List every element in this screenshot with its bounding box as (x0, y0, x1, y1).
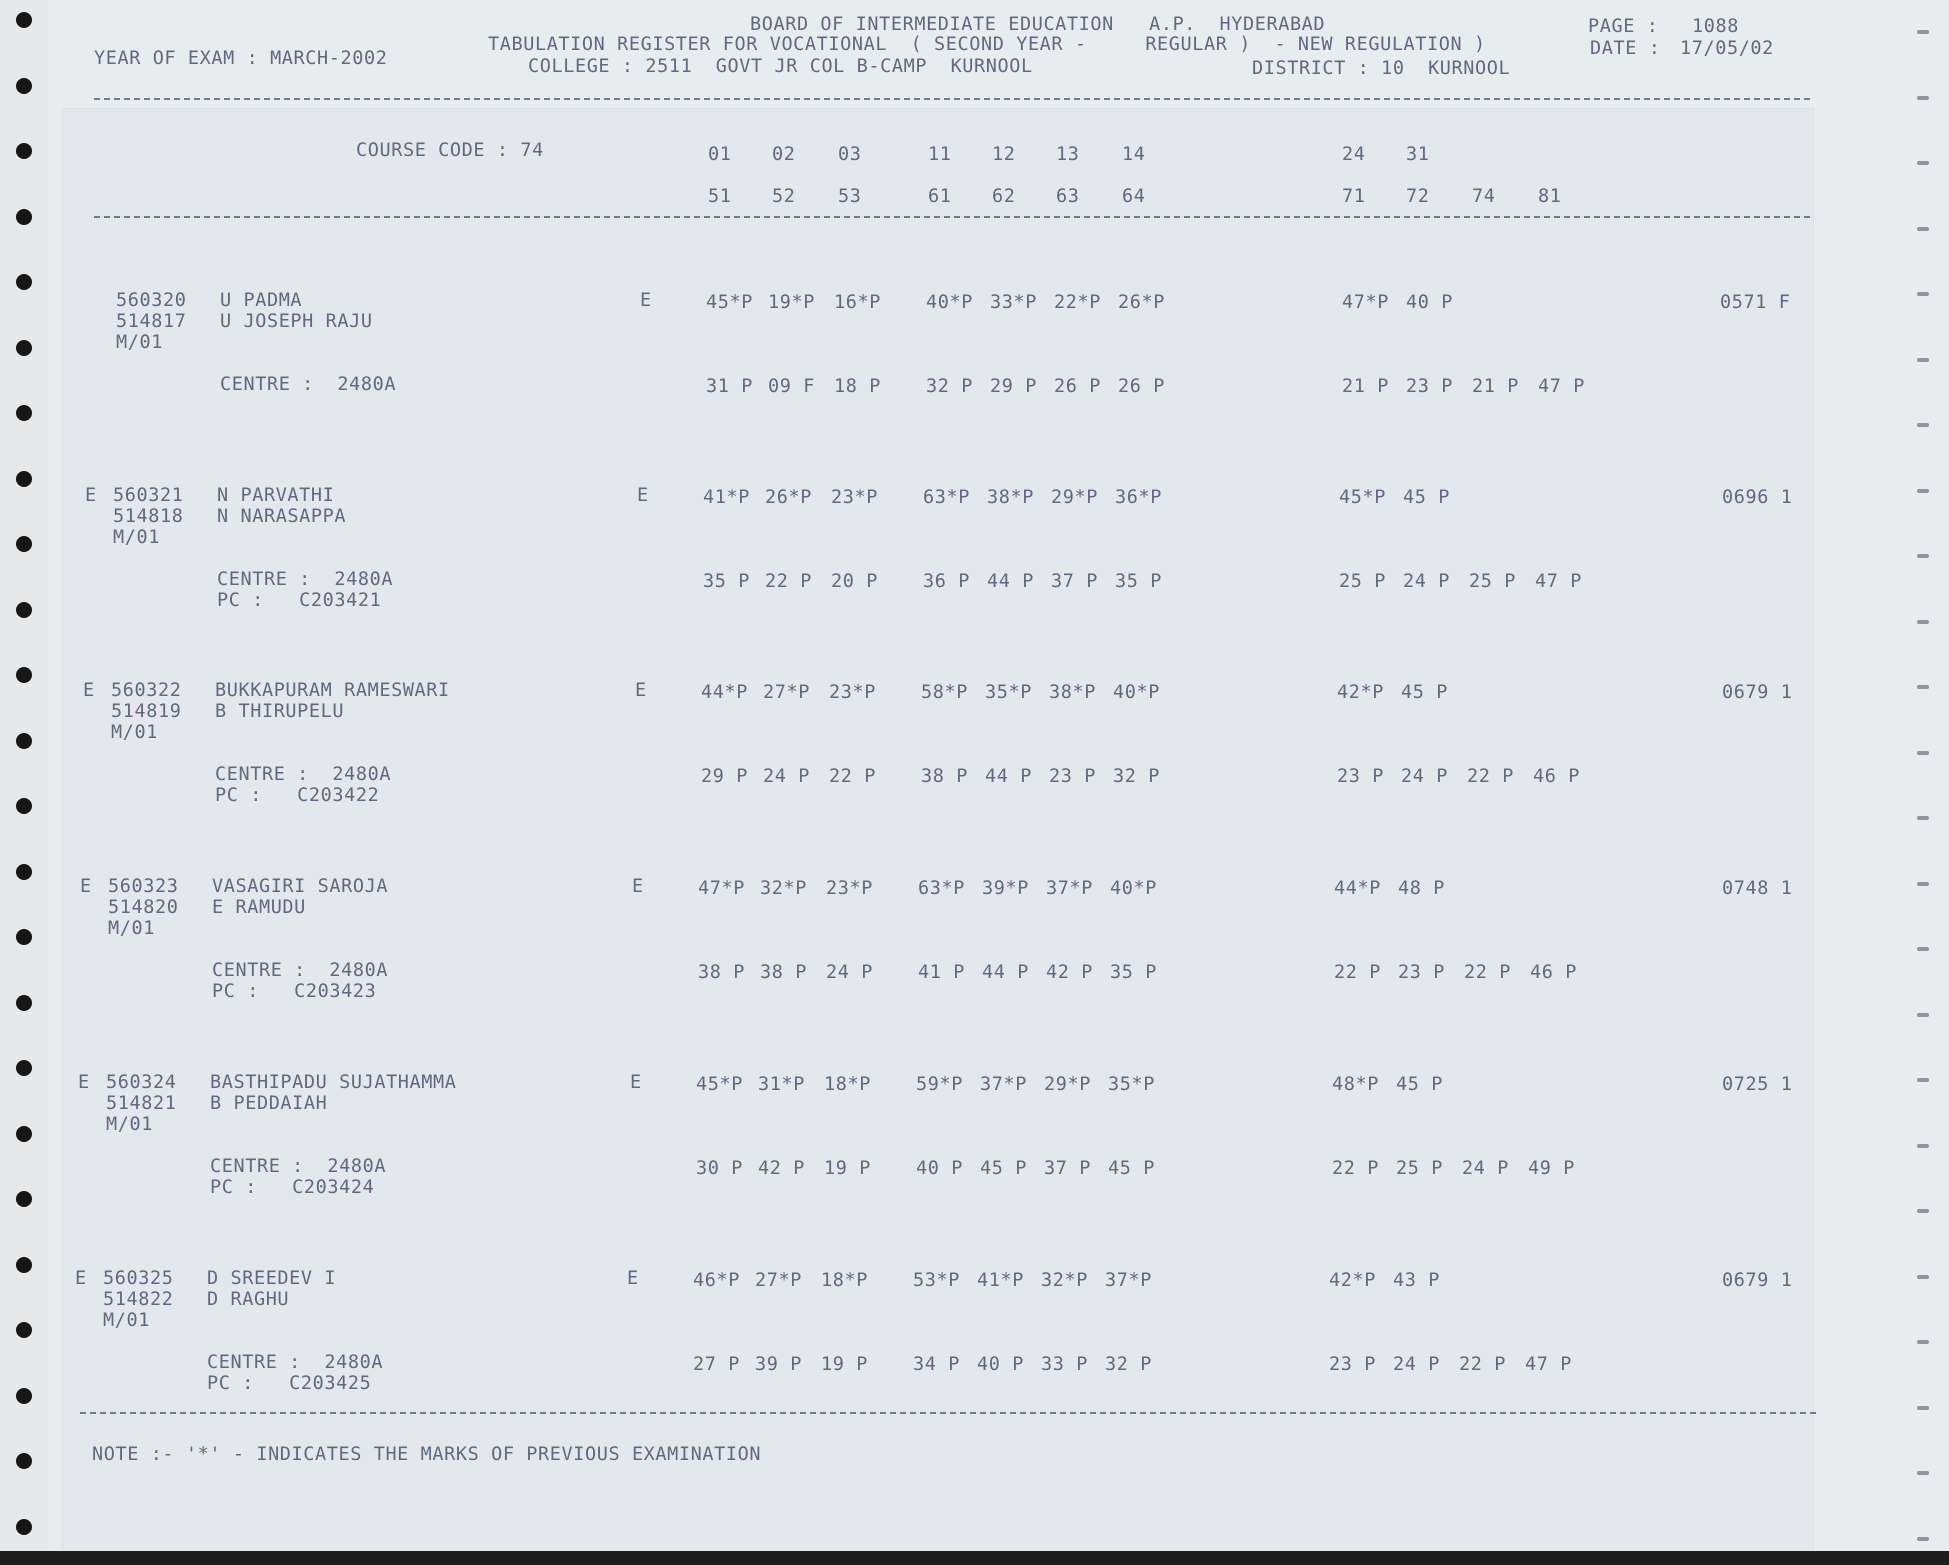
note-text: NOTE :- '*' - INDICATES THE MARKS OF PREVIOUS EXAMINATION (92, 1444, 762, 1465)
mark-first-year: 44*P (701, 682, 748, 703)
mark-second-year: 27 P (693, 1354, 740, 1375)
register-number: 560322 (111, 680, 182, 701)
perforation-mark (1917, 489, 1929, 493)
roll-number: 514821 (106, 1093, 177, 1114)
mark-first-year: 23*P (831, 487, 878, 508)
perforation-mark (1917, 96, 1929, 100)
feed-hole (16, 798, 32, 814)
perforation-mark (1917, 554, 1929, 558)
feed-hole (16, 274, 32, 290)
pc-number: PC : C203424 (210, 1177, 375, 1198)
mark-first-year: 45*P (1339, 487, 1386, 508)
feed-hole (16, 1191, 32, 1207)
mark-first-year: 33*P (990, 292, 1037, 313)
mark-first-year: 53*P (913, 1270, 960, 1291)
subject-code: 03 (838, 144, 862, 165)
mark-second-year: 23 P (1406, 376, 1453, 397)
record-prefix: E (75, 1268, 87, 1289)
perforation-mark (1917, 1078, 1929, 1082)
father-name: U JOSEPH RAJU (220, 311, 373, 332)
mark-second-year: 23 P (1398, 962, 1445, 983)
board-title: BOARD OF INTERMEDIATE EDUCATION A.P. HYDERABAD (750, 14, 1326, 35)
mark-first-year: 18*P (821, 1270, 868, 1291)
perforation-mark (1917, 1406, 1929, 1410)
medium: E (632, 876, 644, 897)
roll-number: 514817 (116, 311, 187, 332)
mark-first-year: 40 P (1406, 292, 1453, 313)
mark-second-year: 44 P (985, 766, 1032, 787)
mark-first-year: 37*P (1046, 878, 1093, 899)
feed-hole (16, 864, 32, 880)
mark-second-year: 26 P (1118, 376, 1165, 397)
subject-code: 31 (1406, 144, 1430, 165)
total-result: 0679 1 (1722, 1270, 1793, 1291)
register-number: 560325 (103, 1268, 174, 1289)
feed-hole (16, 667, 32, 683)
subject-code: 11 (928, 144, 952, 165)
record-prefix: E (85, 485, 97, 506)
subject-code: 74 (1472, 186, 1496, 207)
page-label: PAGE : (1588, 16, 1659, 37)
feed-hole (16, 1453, 32, 1469)
subject-code: 62 (992, 186, 1016, 207)
subject-code: 13 (1056, 144, 1080, 165)
perforation-mark (1917, 161, 1929, 165)
perforation-mark (1917, 1013, 1929, 1017)
mark-first-year: 23*P (826, 878, 873, 899)
roll-number: 514818 (113, 506, 184, 527)
mark-first-year: 44*P (1334, 878, 1381, 899)
perforation-mark (1917, 423, 1929, 427)
mark-second-year: 35 P (1115, 571, 1162, 592)
mark-first-year: 32*P (760, 878, 807, 899)
mark-first-year: 47*P (1342, 292, 1389, 313)
subject-code: 51 (708, 186, 732, 207)
medium: E (630, 1072, 642, 1093)
mark-second-year: 09 F (768, 376, 815, 397)
mark-first-year: 18*P (824, 1074, 871, 1095)
subject-code: 01 (708, 144, 732, 165)
mark-second-year: 23 P (1337, 766, 1384, 787)
feed-hole (16, 209, 32, 225)
mark-second-year: 23 P (1049, 766, 1096, 787)
mark-second-year: 47 P (1538, 376, 1585, 397)
record-prefix: E (83, 680, 95, 701)
mark-second-year: 35 P (703, 571, 750, 592)
mark-first-year: 40*P (1113, 682, 1160, 703)
mark-second-year: 40 P (916, 1158, 963, 1179)
mark-first-year: 27*P (763, 682, 810, 703)
perforation-mark (1917, 227, 1929, 231)
perforation-mark (1917, 685, 1929, 689)
perforation-mark (1917, 358, 1929, 362)
feed-hole (16, 471, 32, 487)
mark-first-year: 40*P (926, 292, 973, 313)
mark-second-year: 36 P (923, 571, 970, 592)
mark-second-year: 24 P (1393, 1354, 1440, 1375)
mark-first-year: 42*P (1329, 1270, 1376, 1291)
perforation-mark (1917, 1144, 1929, 1148)
perforation-mark (1917, 751, 1929, 755)
perforation-mark (1917, 620, 1929, 624)
mark-second-year: 22 P (765, 571, 812, 592)
centre-code: CENTRE : 2480A (220, 374, 397, 395)
register-number: 560324 (106, 1072, 177, 1093)
mark-first-year: 27*P (755, 1270, 802, 1291)
perforation-mark (1917, 1537, 1929, 1541)
student-name: D SREEDEV I (207, 1268, 337, 1289)
mark-second-year: 23 P (1329, 1354, 1376, 1375)
perforation-mark (1917, 882, 1929, 886)
subject-code: 64 (1122, 186, 1146, 207)
mark-second-year: 39 P (755, 1354, 802, 1375)
register-title: TABULATION REGISTER FOR VOCATIONAL ( SECOND YEAR - REGULAR ) - NEW REGULATION ) (488, 34, 1486, 55)
mark-first-year: 19*P (768, 292, 815, 313)
date-value: 17/05/02 (1680, 38, 1774, 59)
student-name: N PARVATHI (217, 485, 335, 506)
pc-number: PC : C203421 (217, 590, 382, 611)
group-code: M/01 (116, 332, 163, 353)
mark-second-year: 47 P (1535, 571, 1582, 592)
total-result: 0696 1 (1722, 487, 1793, 508)
date-label: DATE : (1590, 38, 1661, 59)
mark-first-year: 46*P (693, 1270, 740, 1291)
student-name: VASAGIRI SAROJA (212, 876, 389, 897)
mark-second-year: 42 P (1046, 962, 1093, 983)
feed-hole (16, 143, 32, 159)
subject-code: 72 (1406, 186, 1430, 207)
mark-second-year: 32 P (926, 376, 973, 397)
medium: E (640, 290, 652, 311)
mark-second-year: 22 P (1459, 1354, 1506, 1375)
student-name: BASTHIPADU SUJATHAMMA (210, 1072, 457, 1093)
feed-hole (16, 929, 32, 945)
mark-first-year: 22*P (1054, 292, 1101, 313)
mark-second-year: 44 P (982, 962, 1029, 983)
roll-number: 514819 (111, 701, 182, 722)
pc-number: PC : C203423 (212, 981, 377, 1002)
mark-first-year: 41*P (977, 1270, 1024, 1291)
mark-first-year: 47*P (698, 878, 745, 899)
father-name: D RAGHU (207, 1289, 290, 1310)
medium: E (637, 485, 649, 506)
mark-second-year: 37 P (1044, 1158, 1091, 1179)
mark-first-year: 63*P (923, 487, 970, 508)
mark-first-year: 35*P (1108, 1074, 1155, 1095)
mark-first-year: 63*P (918, 878, 965, 899)
perforation-mark (1917, 292, 1929, 296)
mark-second-year: 38 P (921, 766, 968, 787)
mark-first-year: 39*P (982, 878, 1029, 899)
mark-second-year: 24 P (1403, 571, 1450, 592)
subject-code: 71 (1342, 186, 1366, 207)
group-code: M/01 (103, 1310, 150, 1331)
roll-number: 514820 (108, 897, 179, 918)
mark-second-year: 47 P (1525, 1354, 1572, 1375)
subject-code: 63 (1056, 186, 1080, 207)
mark-second-year: 33 P (1041, 1354, 1088, 1375)
mark-second-year: 31 P (706, 376, 753, 397)
mark-second-year: 46 P (1533, 766, 1580, 787)
perforation-mark (1917, 1275, 1929, 1279)
subject-code: 53 (838, 186, 862, 207)
feed-hole (16, 1126, 32, 1142)
feed-hole (16, 536, 32, 552)
mark-first-year: 43 P (1393, 1270, 1440, 1291)
mark-second-year: 22 P (1332, 1158, 1379, 1179)
page-bottom-edge (0, 1551, 1949, 1565)
course-code: COURSE CODE : 74 (356, 140, 544, 161)
mark-first-year: 32*P (1041, 1270, 1088, 1291)
mark-second-year: 19 P (824, 1158, 871, 1179)
subject-code: 52 (772, 186, 796, 207)
mark-second-year: 24 P (763, 766, 810, 787)
perforation-mark (1917, 30, 1929, 34)
mark-second-year: 22 P (829, 766, 876, 787)
mark-first-year: 38*P (1049, 682, 1096, 703)
perforation-mark (1917, 816, 1929, 820)
total-result: 0679 1 (1722, 682, 1793, 703)
feed-hole (16, 340, 32, 356)
feed-hole (16, 1388, 32, 1404)
father-name: N NARASAPPA (217, 506, 347, 527)
mark-second-year: 45 P (980, 1158, 1027, 1179)
mark-first-year: 59*P (916, 1074, 963, 1095)
mark-second-year: 37 P (1051, 571, 1098, 592)
mark-second-year: 24 P (1401, 766, 1448, 787)
feed-hole (16, 995, 32, 1011)
mark-second-year: 44 P (987, 571, 1034, 592)
mark-second-year: 49 P (1528, 1158, 1575, 1179)
mark-first-year: 48 P (1398, 878, 1445, 899)
subject-code: 12 (992, 144, 1016, 165)
centre-code: CENTRE : 2480A (212, 960, 389, 981)
mark-second-year: 42 P (758, 1158, 805, 1179)
column-header-rule (94, 216, 1810, 218)
feed-hole (16, 405, 32, 421)
mark-second-year: 26 P (1054, 376, 1101, 397)
subject-code: 81 (1538, 186, 1562, 207)
district-info: DISTRICT : 10 KURNOOL (1252, 58, 1511, 79)
mark-second-year: 24 P (826, 962, 873, 983)
footer-rule (80, 1412, 1816, 1414)
mark-first-year: 45 P (1401, 682, 1448, 703)
mark-first-year: 38*P (987, 487, 1034, 508)
mark-second-year: 25 P (1396, 1158, 1443, 1179)
mark-second-year: 25 P (1339, 571, 1386, 592)
mark-first-year: 29*P (1051, 487, 1098, 508)
feed-hole (16, 1322, 32, 1338)
mark-first-year: 35*P (985, 682, 1032, 703)
mark-second-year: 30 P (696, 1158, 743, 1179)
register-number: 560323 (108, 876, 179, 897)
feed-hole (16, 1060, 32, 1076)
register-number: 560321 (113, 485, 184, 506)
centre-code: CENTRE : 2480A (217, 569, 394, 590)
perforation-mark (1917, 1340, 1929, 1344)
mark-second-year: 46 P (1530, 962, 1577, 983)
mark-first-year: 45 P (1403, 487, 1450, 508)
subject-code: 14 (1122, 144, 1146, 165)
header-rule (94, 98, 1810, 100)
student-name: U PADMA (220, 290, 303, 311)
mark-first-year: 42*P (1337, 682, 1384, 703)
mark-first-year: 45*P (696, 1074, 743, 1095)
year-of-exam: YEAR OF EXAM : MARCH-2002 (94, 48, 388, 69)
group-code: M/01 (111, 722, 158, 743)
mark-first-year: 37*P (1105, 1270, 1152, 1291)
pc-number: PC : C203425 (207, 1373, 372, 1394)
mark-second-year: 29 P (990, 376, 1037, 397)
mark-second-year: 22 P (1467, 766, 1514, 787)
total-result: 0571 F (1720, 292, 1791, 313)
mark-second-year: 45 P (1108, 1158, 1155, 1179)
perforation-mark (1917, 1209, 1929, 1213)
mark-second-year: 29 P (701, 766, 748, 787)
college-info: COLLEGE : 2511 GOVT JR COL B-CAMP KURNOOL (528, 56, 1033, 77)
mark-second-year: 22 P (1334, 962, 1381, 983)
mark-first-year: 26*P (765, 487, 812, 508)
perforation-mark (1917, 1471, 1929, 1475)
mark-second-year: 38 P (760, 962, 807, 983)
mark-first-year: 58*P (921, 682, 968, 703)
mark-first-year: 45 P (1396, 1074, 1443, 1095)
centre-code: CENTRE : 2480A (215, 764, 392, 785)
feed-hole (16, 78, 32, 94)
mark-second-year: 35 P (1110, 962, 1157, 983)
mark-second-year: 21 P (1342, 376, 1389, 397)
feed-hole (16, 1257, 32, 1273)
register-number: 560320 (116, 290, 187, 311)
total-result: 0725 1 (1722, 1074, 1793, 1095)
medium: E (635, 680, 647, 701)
feed-hole (16, 733, 32, 749)
mark-first-year: 40*P (1110, 878, 1157, 899)
group-code: M/01 (106, 1114, 153, 1135)
pc-number: PC : C203422 (215, 785, 380, 806)
mark-second-year: 24 P (1462, 1158, 1509, 1179)
mark-second-year: 20 P (831, 571, 878, 592)
mark-second-year: 38 P (698, 962, 745, 983)
page-number: 1088 (1692, 16, 1739, 37)
mark-second-year: 32 P (1113, 766, 1160, 787)
centre-code: CENTRE : 2480A (210, 1156, 387, 1177)
mark-second-year: 18 P (834, 376, 881, 397)
mark-first-year: 45*P (706, 292, 753, 313)
mark-second-year: 41 P (918, 962, 965, 983)
group-code: M/01 (108, 918, 155, 939)
mark-second-year: 19 P (821, 1354, 868, 1375)
mark-first-year: 48*P (1332, 1074, 1379, 1095)
mark-second-year: 40 P (977, 1354, 1024, 1375)
mark-second-year: 25 P (1469, 571, 1516, 592)
feed-hole (16, 602, 32, 618)
roll-number: 514822 (103, 1289, 174, 1310)
mark-second-year: 32 P (1105, 1354, 1152, 1375)
group-code: M/01 (113, 527, 160, 548)
record-prefix: E (80, 876, 92, 897)
feed-hole (16, 1519, 32, 1535)
father-name: B PEDDAIAH (210, 1093, 328, 1114)
mark-second-year: 34 P (913, 1354, 960, 1375)
father-name: E RAMUDU (212, 897, 306, 918)
mark-first-year: 29*P (1044, 1074, 1091, 1095)
record-prefix: E (78, 1072, 90, 1093)
mark-second-year: 22 P (1464, 962, 1511, 983)
medium: E (627, 1268, 639, 1289)
mark-first-year: 31*P (758, 1074, 805, 1095)
mark-second-year: 21 P (1472, 376, 1519, 397)
subject-code: 61 (928, 186, 952, 207)
father-name: B THIRUPELU (215, 701, 345, 722)
mark-first-year: 41*P (703, 487, 750, 508)
mark-first-year: 26*P (1118, 292, 1165, 313)
total-result: 0748 1 (1722, 878, 1793, 899)
feed-hole (16, 12, 32, 28)
centre-code: CENTRE : 2480A (207, 1352, 384, 1373)
mark-first-year: 16*P (834, 292, 881, 313)
student-name: BUKKAPURAM RAMESWARI (215, 680, 450, 701)
mark-first-year: 23*P (829, 682, 876, 703)
subject-code: 24 (1342, 144, 1366, 165)
mark-first-year: 37*P (980, 1074, 1027, 1095)
subject-code: 02 (772, 144, 796, 165)
mark-first-year: 36*P (1115, 487, 1162, 508)
perforation-mark (1917, 947, 1929, 951)
